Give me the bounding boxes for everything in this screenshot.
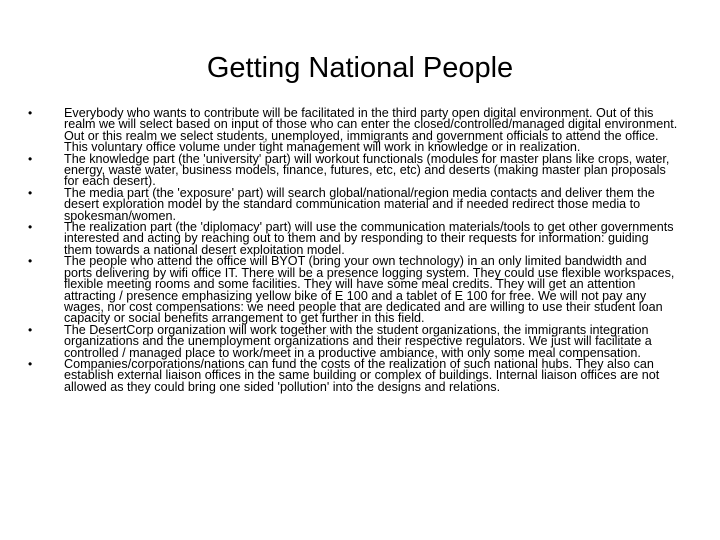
bullet-icon: • [28, 151, 33, 166]
bullet-icon: • [28, 356, 33, 371]
bullet-item [28, 256, 678, 324]
bullet-text: The DesertCorp organization will work together with the student organizations, the immigrants integration organizations and the unemployment organizations and their respective regulators. We just will facilitate a controlled / managed place to work/meet in a productive ambiance, with only some meal compensation. [64, 322, 652, 360]
bullet-item [28, 151, 678, 189]
bullet-icon: • [28, 322, 33, 337]
bullet-text: The realization part (the 'diplomacy' part) will use the communication materials/tools to get other governments interested and acting by reaching out to them and by responding to their requests for information: guiding them towards a national desert exploitation model. [64, 220, 674, 257]
bullet-text: The people who attend the office will BYOT (bring your own technology) in an only limited bandwidth and ports delivering by wifi office IT. There will be a presence logging system. They could use flexible workspaces, flexible meeting rooms and some facilities. They will have some meal credits. They will get an attention attracting / presence emphasizing yellow bike of E 100 and a tablet of E 100 for free. We will not pay any wages, nor cost compensations: we need people that are dedicated and are willing to use their student loan capacity or social benefits arrangement to get further in this field. [64, 254, 675, 326]
bullet-item [28, 222, 678, 256]
slide-title: Getting National People [206, 52, 514, 84]
bullet-icon: • [28, 254, 33, 269]
bullet-icon: • [28, 220, 33, 235]
bullet-text: Companies/corporations/nations can fund the costs of the realization of such national hubs. They also can establish external liaison offices in the same building or complex of buildings. Internal liaison offices are not allowed as they could bring one sided 'pollution' into the designs and relations. [64, 356, 660, 394]
bullet-list [28, 108, 678, 393]
bullet-item [28, 356, 678, 394]
bullet-item [28, 322, 678, 360]
bullet-icon: • [28, 185, 33, 200]
bullet-item [28, 185, 678, 223]
bullet-text: The media part (the 'exposure' part) will search global/national/region media contacts and deliver them the desert exploration model by the standard communication material and if needed redirect those media to spokesman/women. [64, 185, 655, 223]
bullet-icon: • [28, 106, 33, 120]
bullet-text: The knowledge part (the 'university' part) will workout functionals (modules for master plans like crops, water, energy, waste water, business models, finance, futures, etc, etc) and deserts (making master plan proposals for each desert). [64, 151, 670, 189]
bullet-text: Everybody who wants to contribute will be facilitated in the third party open digital environment. Out of this realm we will select based on input of those who can enter the closed/controlled/managed digital environment. Out or this realm we select students, unemployed, immigrants and government officials to attend the office. This voluntary office volume under tight management will work in knowledge or in realization. [64, 106, 678, 155]
bullet-item [28, 108, 678, 154]
